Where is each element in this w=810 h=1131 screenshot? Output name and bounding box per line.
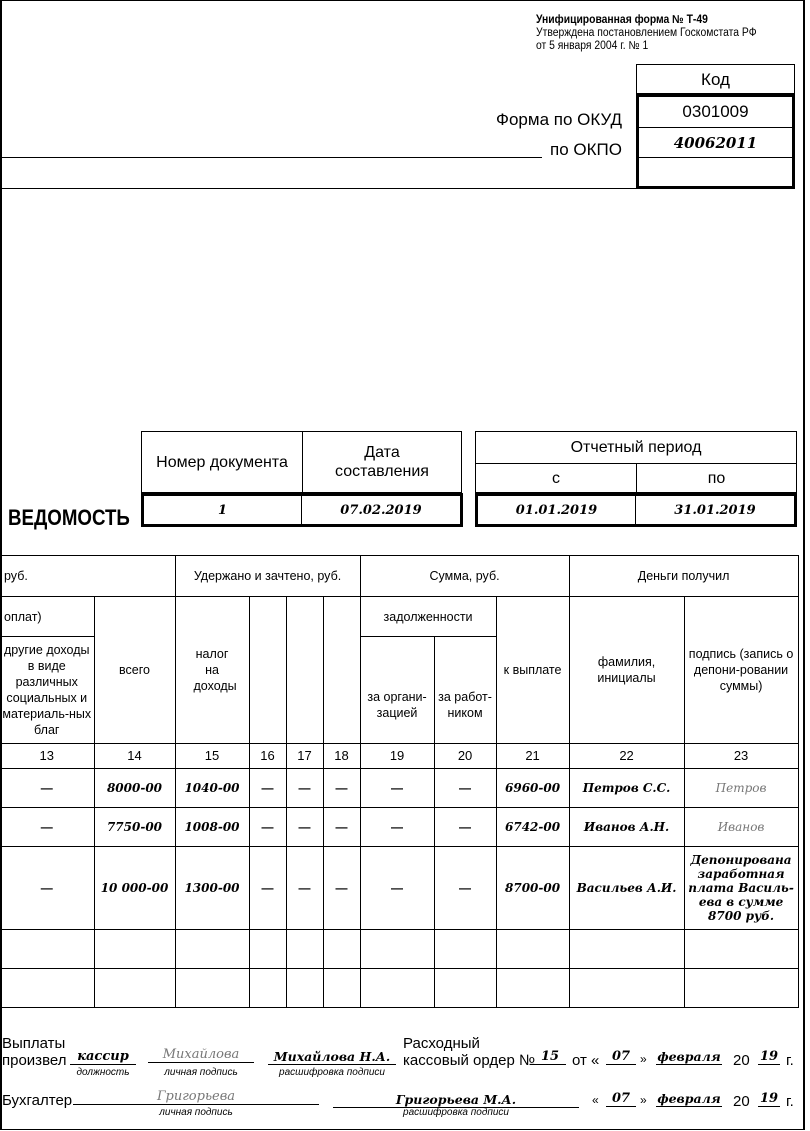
col-number: 13: [0, 744, 94, 769]
received-group-header: Деньги получил: [569, 556, 798, 597]
cell: —: [286, 847, 323, 930]
total-header: всего: [94, 597, 175, 744]
col-number: 15: [175, 744, 249, 769]
okud-label: Форма по ОКУД: [496, 110, 622, 129]
col-number: 16: [249, 744, 286, 769]
accountant-signature-caption: личная подпись: [159, 1107, 233, 1118]
col17-header: [286, 597, 323, 744]
column-numbers-row: [0, 744, 798, 769]
cell: —: [360, 808, 434, 847]
cell: —: [0, 808, 94, 847]
to-pay-header: к выплате: [496, 597, 569, 744]
cell: 7750-00: [94, 808, 175, 847]
org-name-line: [0, 157, 542, 158]
empty-row: [0, 930, 798, 969]
order-number: 15: [534, 1049, 566, 1065]
period-to-header: по: [707, 469, 726, 487]
withheld-group-header: Удержано и зачтено, руб.: [175, 556, 360, 597]
period-from: 01.01.2019: [478, 496, 636, 524]
signature-cell: Иванов: [684, 808, 798, 847]
paid-by-label-line2: произвел: [2, 1052, 67, 1069]
quote-open: «: [592, 1093, 599, 1107]
doc-date-header: Дата составления: [335, 444, 429, 480]
cell: —: [0, 769, 94, 808]
accountant-label: Бухгалтер: [2, 1092, 73, 1109]
quote-close: »: [640, 1052, 647, 1066]
order-year: 19: [759, 1049, 779, 1064]
accountant-year: 19: [759, 1091, 779, 1106]
paid-by-label-line1: Выплаты: [2, 1035, 66, 1052]
accountant-name: Григорьева М.А.: [333, 1092, 579, 1108]
cell: 10 000-00: [94, 847, 175, 930]
cell: —: [249, 847, 286, 930]
order-label-line2: кассовый ордер №: [403, 1052, 536, 1069]
cell: —: [360, 847, 434, 930]
col-number: 20: [434, 744, 496, 769]
cell: —: [323, 808, 360, 847]
cell: 1300-00: [175, 847, 249, 930]
cell: —: [0, 847, 94, 930]
year-suffix: г.: [786, 1052, 794, 1069]
cell: —: [323, 769, 360, 808]
cell: 6960-00: [496, 769, 569, 808]
period-values-row: [475, 493, 797, 527]
doc-number: 1: [144, 496, 302, 524]
quote-close-2: »: [640, 1093, 647, 1107]
doc-header-row: [141, 431, 462, 493]
cell: 1040-00: [175, 769, 249, 808]
cashier-signature: Михайлова: [148, 1047, 254, 1063]
period-to: 31.01.2019: [674, 502, 756, 518]
col-number: 14: [94, 744, 175, 769]
col-number: 22: [569, 744, 684, 769]
accountant-signature: Григорьева: [73, 1089, 319, 1105]
code-box: [636, 94, 795, 189]
code-header: Код: [636, 64, 795, 94]
cell: —: [323, 847, 360, 930]
order-month: февраля: [657, 1049, 721, 1064]
cell: 6742-00: [496, 808, 569, 847]
col-number: 21: [496, 744, 569, 769]
cashier-name-caption: расшифровка подписи: [279, 1067, 385, 1078]
accountant-day: 07: [606, 1091, 636, 1107]
period-title: Отчетный период: [476, 432, 796, 464]
approved-line-1: Утверждена постановлением Госкомстата РФ: [536, 27, 757, 39]
okud-value: 0301009: [639, 97, 792, 128]
cell: Васильев А.И.: [569, 847, 684, 930]
table-row: [0, 808, 798, 847]
period-from-header: с: [476, 464, 637, 493]
name-header: фамилия, инициалы: [569, 597, 684, 744]
doc-values-row: [141, 493, 463, 527]
doc-number-header: Номер документа: [142, 432, 303, 492]
cell: 8000-00: [94, 769, 175, 808]
cell: —: [249, 769, 286, 808]
deposit-note-cell: Депонирована заработная плата Василь-ева в сумме 8700 руб.: [684, 847, 798, 930]
document-title: ВЕДОМОСТЬ: [8, 505, 130, 530]
signature-header: подпись (запись о депони-ровании суммы): [684, 597, 798, 744]
col-number: 19: [360, 744, 434, 769]
payroll-table: [0, 555, 799, 1008]
from-label: от «: [572, 1052, 600, 1069]
year-prefix: 20: [733, 1052, 750, 1069]
table-row: [0, 769, 798, 808]
cashier-name: Михайлова Н.А.: [268, 1049, 396, 1065]
approved-line-2: от 5 января 2004 г. № 1: [536, 40, 649, 52]
cell: Петров С.С.: [569, 769, 684, 808]
sum-group-header: Сумма, руб.: [360, 556, 569, 597]
doc-date: 07.02.2019: [340, 502, 422, 518]
okpo-value: 40062011: [639, 128, 792, 159]
income-tax-header: налог на доходы: [175, 597, 249, 744]
cell: 8700-00: [496, 847, 569, 930]
form-header-note: [536, 14, 757, 53]
division-line: [0, 188, 636, 189]
position-value: кассир: [70, 1049, 136, 1065]
cell: —: [434, 769, 496, 808]
cell: —: [360, 769, 434, 808]
order-day: 07: [606, 1049, 636, 1065]
cashier-signature-caption: личная подпись: [164, 1067, 238, 1078]
form-name: Унифицированная форма № Т-49: [536, 14, 708, 26]
accountant-name-caption: расшифровка подписи: [403, 1107, 509, 1118]
table-row: [0, 847, 798, 930]
year-suffix-2: г.: [786, 1093, 794, 1110]
col18-header: [323, 597, 360, 744]
signature-cell: Петров: [684, 769, 798, 808]
okpo-label: по ОКПО: [550, 140, 622, 159]
accrued-group-header: руб.: [0, 556, 175, 597]
debts-header: задолженности: [360, 597, 496, 637]
order-label-line1: Расходный: [403, 1035, 480, 1052]
col16-header: [249, 597, 286, 744]
col-number: 17: [286, 744, 323, 769]
by-employee-header: за работ-ником: [434, 637, 496, 744]
position-caption: должность: [76, 1067, 130, 1078]
by-org-header: за органи-зацией: [360, 637, 434, 744]
col-number: 18: [323, 744, 360, 769]
empty-row: [0, 969, 798, 1008]
cell: —: [434, 808, 496, 847]
cell: —: [286, 769, 323, 808]
period-header: [475, 431, 797, 493]
cell: 1008-00: [175, 808, 249, 847]
accountant-month: февраля: [657, 1091, 721, 1106]
payments-header: оплат): [0, 597, 94, 637]
other-income-header: другие доходы в виде различных социальных и материаль-ных благ: [0, 637, 94, 744]
paid-by-label: [2, 1035, 66, 1069]
cell: Иванов А.Н.: [569, 808, 684, 847]
year-prefix-2: 20: [733, 1093, 750, 1110]
cell: —: [434, 847, 496, 930]
col-number: 23: [684, 744, 798, 769]
cell: —: [286, 808, 323, 847]
cell: —: [249, 808, 286, 847]
empty-code-cell: [639, 158, 792, 188]
